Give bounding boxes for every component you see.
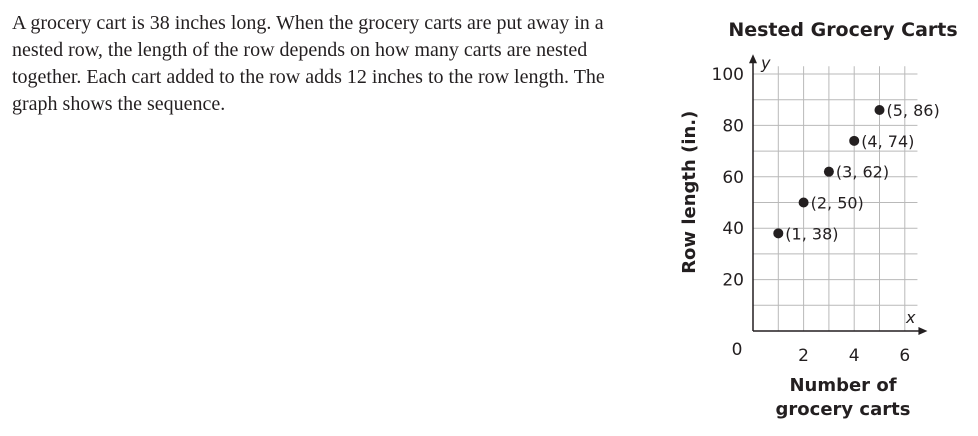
y-tick-label: 60 [722,167,744,188]
data-points [773,101,939,243]
data-label: (1, 38) [785,224,839,244]
y-axis-label: Row length (in.) [679,110,700,274]
chart-container [660,0,978,431]
x-axis-label: grocery carts [775,399,911,420]
x-tick-label: 6 [899,346,911,366]
x-axis-label: Number of [789,375,897,396]
y-axis-variable: y [761,53,771,73]
data-label: (5, 86) [886,100,940,120]
data-point [824,167,834,177]
y-tick-label: 40 [722,219,744,240]
data-point [773,228,783,238]
x-axis-arrow-icon [918,327,927,335]
y-tick-label: 80 [722,116,744,137]
data-label: (2, 50) [810,193,864,213]
data-point [849,136,859,146]
y-tick-label: 20 [722,270,744,291]
x-axis-variable: x [905,308,916,327]
problem-text: A grocery cart is 38 inches long. When the grocery carts are put away in a nested row, the length of the row depends on how many carts are nested together. Each cart added to the row adds 12 inches to the row length. The graph shows the sequence. [12,12,605,115]
data-point [875,105,885,115]
chart-title: Nested Grocery Carts [728,19,958,41]
scatter-chart [660,0,978,431]
data-label: (4, 74) [861,131,915,151]
origin-label: 0 [731,340,743,360]
y-axis-arrow-icon [749,54,757,63]
x-tick-label: 2 [798,346,810,366]
x-tick-label: 4 [848,346,860,366]
data-point [799,198,809,208]
data-label: (3, 62) [835,162,890,182]
y-tick-label: 100 [711,65,744,85]
